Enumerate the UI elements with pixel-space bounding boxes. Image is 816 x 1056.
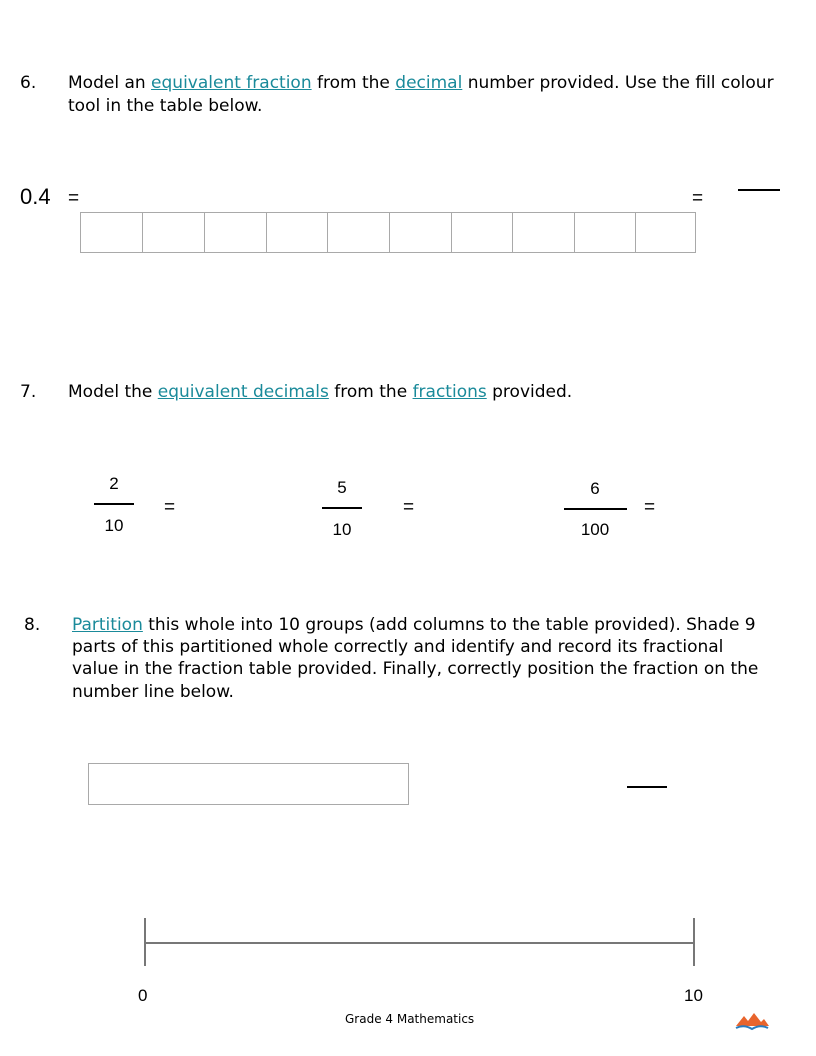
q7-prompt bbox=[68, 381, 572, 403]
q8-partition-table[interactable] bbox=[88, 763, 409, 805]
number-line[interactable] bbox=[145, 942, 695, 944]
number-line-start-label: 0 bbox=[138, 986, 148, 1005]
q7-text-1: Model the bbox=[68, 382, 158, 402]
number-line-end-label: 10 bbox=[684, 986, 703, 1005]
q6-fill-table[interactable] bbox=[80, 212, 696, 253]
fraction-3-numerator: 6 bbox=[590, 479, 600, 498]
q8-prompt bbox=[72, 614, 756, 636]
q6-decimal: 0.4 bbox=[20, 184, 51, 209]
q6-prompt-line-2: tool in the table below. bbox=[68, 96, 263, 116]
fraction-3-denominator: 100 bbox=[580, 520, 610, 539]
equivalent-fraction-link[interactable]: equivalent fraction bbox=[151, 73, 312, 93]
q6-text-1: Model an bbox=[68, 73, 152, 93]
q7-text-2: from the bbox=[328, 382, 413, 402]
q8-prompt-line-3: value in the fraction table provided. Finally, correctly position the fraction on the bbox=[72, 659, 759, 679]
decimal-link[interactable]: decimal bbox=[395, 73, 463, 93]
partition-link[interactable]: Partition bbox=[72, 615, 143, 635]
fraction-3-equals: = bbox=[644, 497, 656, 518]
equivalent-decimals-link[interactable]: equivalent decimals bbox=[157, 382, 329, 402]
footer-text: Grade 4 Mathematics bbox=[345, 1012, 475, 1026]
q6-table-cell[interactable] bbox=[143, 213, 205, 253]
q7-text-3: provided. bbox=[486, 382, 573, 402]
fraction-2-bar bbox=[322, 507, 362, 509]
q6-fraction-answer-line[interactable] bbox=[738, 189, 780, 191]
mountain-book-logo-icon bbox=[734, 1010, 770, 1032]
q8-prompt-line-4: number line below. bbox=[72, 682, 234, 702]
q6-table-cell[interactable] bbox=[513, 213, 575, 253]
q6-number: 6. bbox=[20, 73, 37, 93]
q6-text-3: number provided. Use the fill colour bbox=[462, 73, 774, 93]
fraction-2-equals: = bbox=[403, 497, 415, 518]
q6-table-cell[interactable] bbox=[328, 213, 390, 253]
q6-equals-left: = bbox=[68, 188, 80, 209]
fractions-link[interactable]: fractions bbox=[412, 382, 487, 402]
q6-prompt bbox=[68, 72, 774, 94]
q6-table-cell[interactable] bbox=[205, 213, 267, 253]
fraction-1-denominator: 10 bbox=[104, 516, 124, 535]
q8-prompt-line-2: parts of this partitioned whole correctly and identify and record its fractional bbox=[72, 637, 724, 657]
q6-text-2: from the bbox=[311, 73, 396, 93]
q8-text-1: this whole into 10 groups (add columns to the table provided). Shade 9 bbox=[142, 615, 756, 635]
fraction-2-denominator: 10 bbox=[332, 520, 352, 539]
fraction-2-numerator: 5 bbox=[337, 478, 347, 497]
q8-number: 8. bbox=[24, 615, 41, 635]
q6-table-cell[interactable] bbox=[452, 213, 513, 253]
q6-table-cell[interactable] bbox=[636, 213, 695, 253]
q6-table-cell[interactable] bbox=[575, 213, 636, 253]
fraction-3-bar bbox=[564, 508, 627, 510]
q6-table-cell[interactable] bbox=[267, 213, 328, 253]
number-line-end-tick bbox=[693, 918, 695, 966]
number-line-start-tick bbox=[144, 918, 146, 966]
q8-fraction-answer-line[interactable] bbox=[627, 786, 667, 788]
fraction-1-equals: = bbox=[164, 497, 176, 518]
q6-table-cell[interactable] bbox=[390, 213, 452, 253]
fraction-1-numerator: 2 bbox=[109, 474, 119, 493]
q7-number: 7. bbox=[20, 382, 37, 402]
fraction-1-bar bbox=[94, 503, 134, 505]
q6-table-cell[interactable] bbox=[81, 213, 143, 253]
q6-equals-right: = bbox=[692, 188, 704, 209]
